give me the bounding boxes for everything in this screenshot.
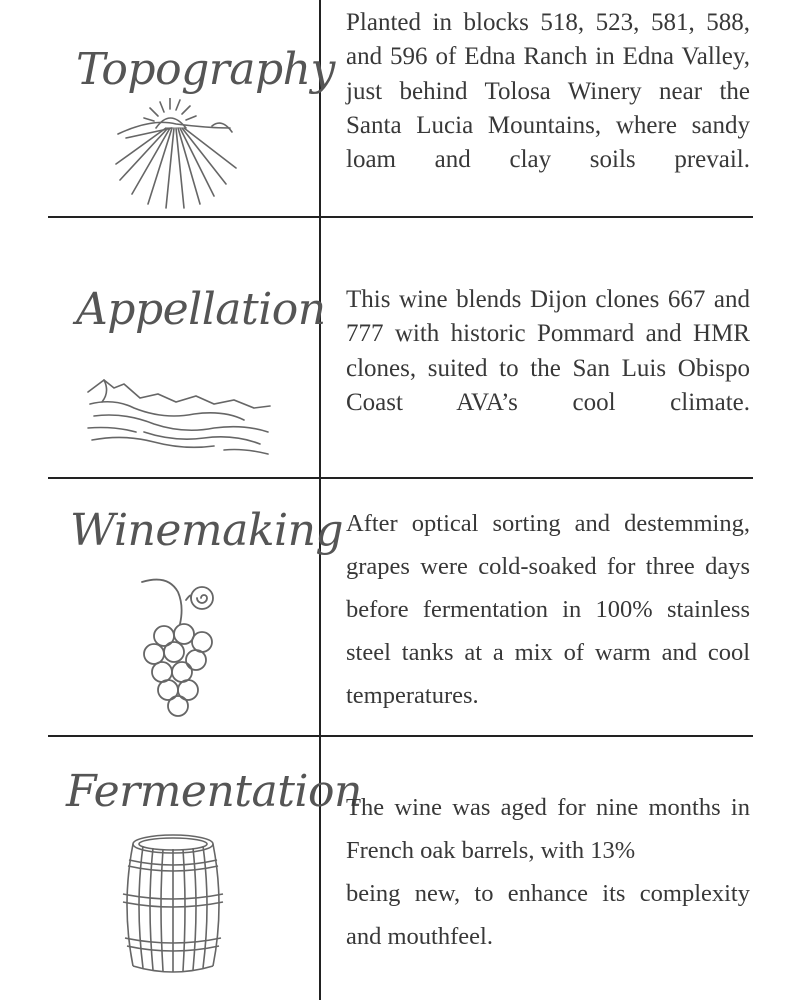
- text-line: French oak barrels, with 13%: [346, 837, 636, 864]
- section-heading-fermentation: Fermentation: [66, 766, 362, 817]
- column-divider: [319, 0, 321, 1000]
- grape-cluster-icon: [138, 576, 218, 718]
- section-text-fermentation: [346, 786, 750, 958]
- section-text-topography: Planted in blocks 518, 523, 581, 588, and 596 of Edna Ranch in Edna Valley, just behind Tolosa Winery near the Santa Lucia Mountains, where sandy loam and clay soils prevail.: [346, 9, 750, 174]
- text-line: and mouthfeel.: [346, 923, 493, 950]
- section-text-appellation: This wine blends Dijon clones 667 and 777 with historic Pommard and HMR clones, suited to the San Luis Obispo Coast AVA’s cool climate.: [346, 286, 750, 416]
- text-line: being new, to enhance its complexity: [346, 880, 750, 907]
- row-divider: [48, 735, 753, 737]
- text-line: The wine was aged for nine months in: [346, 794, 750, 821]
- row-divider: [48, 216, 753, 218]
- section-text-winemaking: After optical sorting and destemming, grapes were cold-soaked for three days before fermentation in 100% stainless steel tanks at a mix of warm and cool temperatures.: [346, 510, 750, 709]
- sunrise-vineyard-icon: [112, 98, 240, 212]
- section-heading-appellation: Appellation: [76, 284, 326, 335]
- wine-barrel-icon: [119, 832, 227, 978]
- row-divider: [48, 477, 753, 479]
- mountain-landscape-icon: [84, 372, 272, 458]
- section-heading-winemaking: Winemaking: [70, 505, 344, 556]
- section-heading-topography: Topography: [76, 44, 335, 95]
